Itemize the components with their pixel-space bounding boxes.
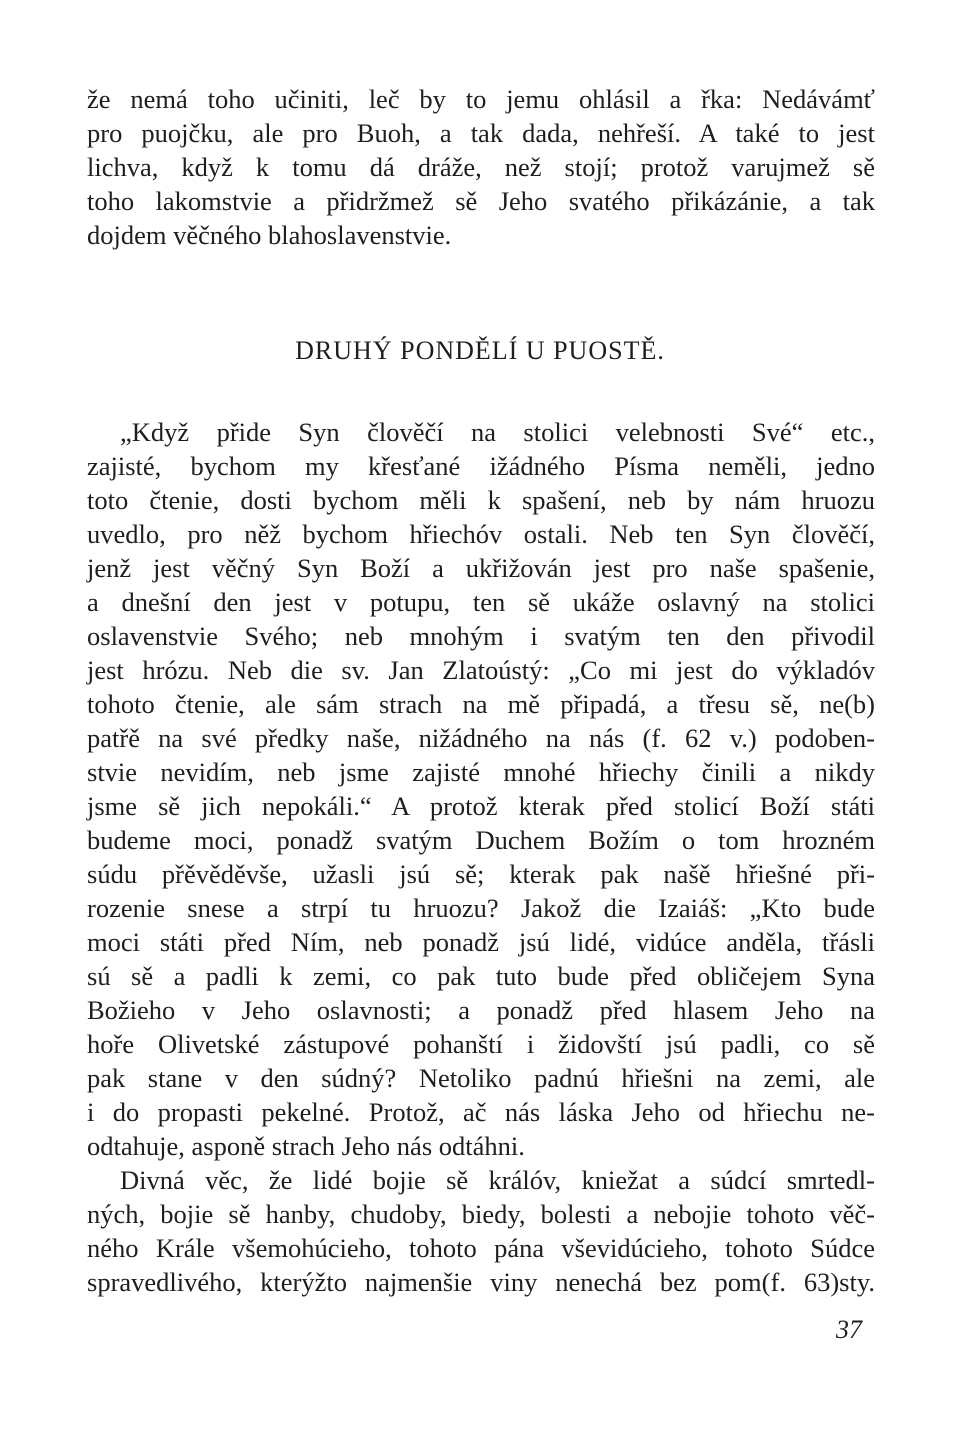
page-number: 37 — [836, 1315, 862, 1344]
text-line: ného Krále všemohúcieho, tohoto pána vševidúcieho, tohoto Súdce — [87, 1233, 875, 1263]
text-line: spravedlivého, kterýžto najmenšie viny nenechá bez pom(f. 63)sty. — [87, 1267, 875, 1297]
text-line: oslavenstvie Svého; neb mnohým i svatým ten den přivodil — [87, 621, 875, 651]
text-line: zajisté, bychom my křesťané ižádného Písma neměli, jedno — [87, 451, 875, 481]
text-line: jenž jest věčný Syn Boží a ukřižován jest pro naše spašenie, — [87, 553, 875, 583]
text-line: a dnešní den jest v potupu, ten sě ukáže oslavný na stolici — [87, 587, 875, 617]
text-line: uvedlo, pro něž bychom hřiechóv ostali. Neb ten Syn člověčí, — [87, 519, 875, 549]
text-line: ných, bojie sě hanby, chudoby, biedy, bolesti a nebojie tohoto věč- — [87, 1199, 875, 1229]
text-line: tohoto čtenie, ale sám strach na mě připadá, a třesu sě, ne(b) — [87, 689, 875, 719]
text-line: pak stane v den súdný? Netoliko padnú hřiešni na zemi, ale — [87, 1063, 875, 1093]
text-line: že nemá toho učiniti, leč by to jemu ohlásil a řka: Nedávámť — [87, 84, 875, 114]
text-line: moci státi před Ním, neb ponadž jsú lidé, vidúce anděla, třásli — [87, 927, 875, 957]
text-line: rozenie snese a strpí tu hruozu? Jakož die Izaiáš: „Kto bude — [87, 893, 875, 923]
text-line: Božieho v Jeho oslavnosti; a ponadž před hlasem Jeho na — [87, 995, 875, 1025]
text-line: jest hrózu. Neb die sv. Jan Zlatoústý: „Co mi jest do výkladóv — [87, 655, 875, 685]
text-line: pro puojčku, ale pro Buoh, a tak dada, nehřeší. A také to jest — [87, 118, 875, 148]
text-line: jsme sě jich nepokáli.“ A protož kterak před stolicí Boží státi — [87, 791, 875, 821]
text-line: súdu přěvěděvše, užasli jsú sě; kterak pak našě hřiešné při- — [87, 859, 875, 889]
text-line: budeme moci, ponadž svatým Duchem Božím o tom hrozném — [87, 825, 875, 855]
text-line: sú sě a padli k zemi, co pak tuto bude před obličejem Syna — [87, 961, 875, 991]
text-line: odtahuje, asponě strach Jeho nás odtáhni. — [87, 1131, 525, 1161]
section-heading: DRUHÝ PONDĚLÍ U PUOSTĚ. — [295, 336, 665, 365]
text-line: dojdem věčného blahoslavenstvie. — [87, 220, 452, 250]
text-line: „Když přide Syn člověčí na stolici velebnosti Své“ etc., — [120, 417, 875, 447]
text-line: toto čtenie, dosti bychom měli k spašení, neb by nám hruozu — [87, 485, 875, 515]
text-line: patřě na své předky naše, nižádného na nás (f. 62 v.) podoben- — [87, 723, 875, 753]
text-line: lichva, když k tomu dá dráže, než stojí; protož varujmež sě — [87, 152, 875, 182]
text-line: stvie nevidím, neb jsme zajisté mnohé hřiechy činili a nikdy — [87, 757, 875, 787]
text-line: i do propasti pekelné. Protož, ač nás láska Jeho od hřiechu ne- — [87, 1097, 875, 1127]
text-line: hoře Olivetské zástupové pohanští i židovští jsú padli, co sě — [87, 1029, 875, 1059]
text-line: toho lakomstvie a přidržmež sě Jeho svatého přikázánie, a tak — [87, 186, 875, 216]
text-line: Divná věc, že lidé bojie sě králóv, kniežat a súdcí smrtedl- — [120, 1165, 875, 1195]
